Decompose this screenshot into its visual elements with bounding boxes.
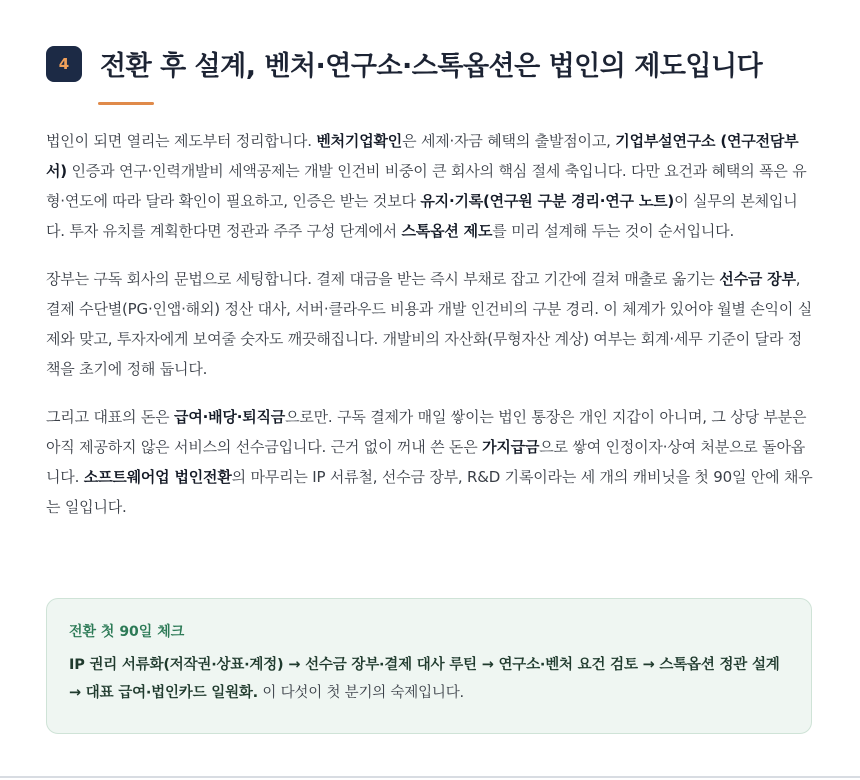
title-accent-underline xyxy=(98,102,154,105)
paragraph-1 xyxy=(46,126,816,246)
text: 를 미리 설계해 두는 것이 순서입니다. xyxy=(492,222,735,240)
bottom-divider xyxy=(0,776,860,778)
checklist-steps: IP 권리 서류화(저작권·상표·계정) → 선수금 장부·결제 대사 루틴 → 연구소·벤처 요건 검토 → 스톡옵션 정관 설계 → 대표 급여·법인카드 일원화. xyxy=(69,657,780,701)
emphasis-software-incorporation: 소프트웨어업 법인전환 xyxy=(83,468,232,486)
emphasis-venture-certification: 벤처기업확인 xyxy=(316,132,403,150)
text: 인증과 연구·인력개발비 세액공제는 개발 인건비 비중이 큰 회사의 핵심 절세 축입니다. 다만 요건과 혜택의 폭은 유형·연도에 따라 달라 확인이 필요하고, 인증은 받는 것보다 xyxy=(46,162,807,210)
checklist-title: 전환 첫 90일 체크 xyxy=(69,624,185,640)
text: 으로 쌓여 인정이자·상여 처분으로 돌아옵니다. xyxy=(46,438,806,486)
paragraph-2 xyxy=(46,264,816,384)
emphasis-salary-dividend: 급여·배당·퇴직금 xyxy=(174,408,286,426)
emphasis-stock-option: 스톡옵션 제도 xyxy=(401,222,493,240)
article-body xyxy=(46,126,816,540)
emphasis-research-institute: 기업부설연구소 (연구전담부서) xyxy=(46,132,799,180)
section-header xyxy=(46,44,762,83)
checklist-body xyxy=(69,651,789,707)
emphasis-provisional-payment: 가지급금 xyxy=(482,438,540,456)
text: 의 마무리는 IP 서류철, 선수금 장부, R&D 기록이라는 세 개의 캐비닛을 첫 90일 안에 채우는 일입니다. xyxy=(46,468,813,516)
checklist-callout xyxy=(46,598,812,734)
text: 장부는 구독 회사의 문법으로 세팅합니다. 결제 대금을 받는 즉시 부채로 잡고 기간에 걸쳐 매출로 옮기는 xyxy=(46,270,720,288)
text: , 결제 수단별(PG·인앱·해외) 정산 대사, 서버·클라우드 비용과 개발 인건비의 구분 경리. 이 체계가 있어야 월별 손익이 실제와 맞고, 투자자에게 보여줄 숫자도 깨끗해집니다. 개발비의 자산화(무형자산 계상) 여부는 회계·세무 기준이 달라 정책을 초기에 정해 둡니다. xyxy=(46,270,812,378)
section-title: 전환 후 설계, 벤처·연구소·스톡옵션은 법인의 제도입니다 xyxy=(100,51,763,82)
emphasis-maintenance-records: 유지·기록(연구원 구분 경리·연구 노트) xyxy=(420,192,675,210)
text: 법인이 되면 열리는 제도부터 정리합니다. xyxy=(46,132,317,150)
checklist-note: 이 다섯이 첫 분기의 숙제입니다. xyxy=(258,685,464,701)
text: 은 세제·자금 혜택의 출발점이고, xyxy=(402,132,616,150)
text: 이 실무의 본체입니다. 투자 유치를 계획한다면 정관과 주주 구성 단계에서 xyxy=(46,192,798,240)
text: 그리고 대표의 돈은 xyxy=(46,408,175,426)
emphasis-deferred-revenue-ledger: 선수금 장부 xyxy=(719,270,796,288)
paragraph-3 xyxy=(46,402,816,522)
section-number-badge: 4 xyxy=(46,46,82,82)
text: 으로만. 구독 결제가 매일 쌓이는 법인 통장은 개인 지갑이 아니며, 그 상당 부분은 아직 제공하지 않은 서비스의 선수금입니다. 근거 없이 꺼내 쓴 돈은 xyxy=(46,408,807,456)
